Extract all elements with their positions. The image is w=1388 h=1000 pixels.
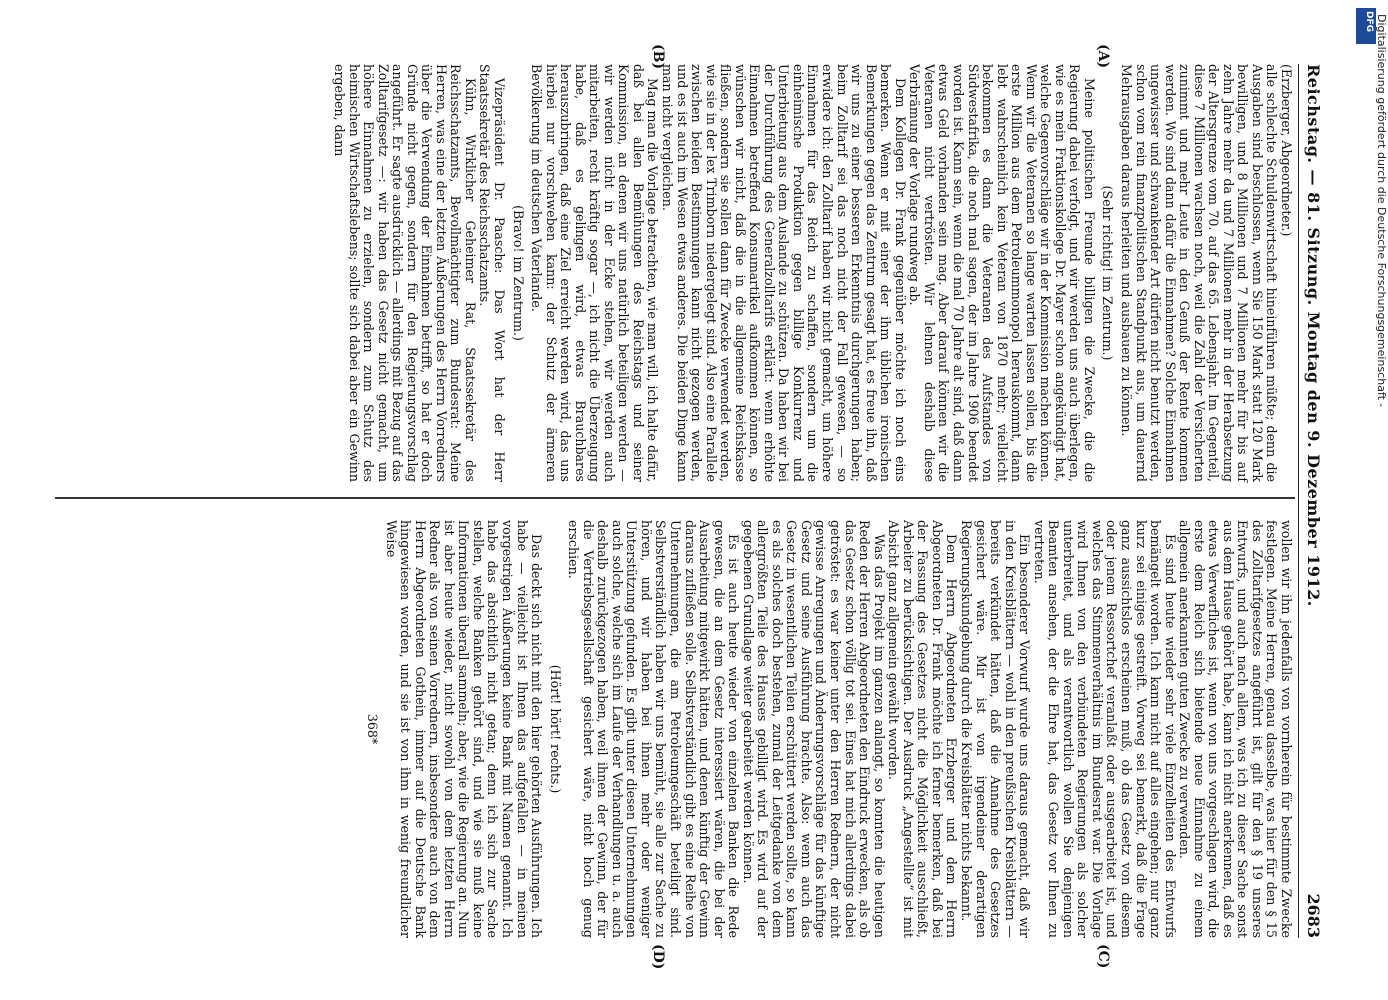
paragraph: Es ist auch heute wieder von einzelnen Banken die Rede gewesen, die an dem Gesetz interessiert wären, die bei der Ausarbeitung mitgewirkt hätten, und denen künftig der Gewinn daraus zufließen solle. Selbstverständlich gibt es eine Reihe von Unternehmungen, die am Petroleumgeschäft beteiligt sind. Selbstverständlich haben wir uns bemüht, sie alle zur Sache zu hören, und wir haben bei ihnen mehr oder weniger Unterstützung gefunden. Es gibt unter diesen Unternehmungen auch solche, welche sich im Laufe der Verhandlungen u. a. auch deshalb zurückgezogen haben, weil ihnen der Gewinn, der für die Vertriebsgesellschaft gesichert wäre, nicht hoch genug erschien. — [566, 520, 742, 938]
column-divider — [55, 497, 1295, 499]
text-column-left — [43, 64, 1293, 482]
page-note: 368* — [365, 713, 381, 745]
header-title: Reichstag. — 81. Sitzung. Montag den 9. Dezember 1912. — [1304, 64, 1323, 607]
text-column-right — [43, 520, 1293, 938]
dfg-logo — [1356, 8, 1376, 44]
speaker-paragraph: Vizepräsident Dr. Paasche: Das Wort hat der Herr Staatssekretär des Reichsschatzamts. — [477, 64, 508, 482]
paragraph: alle schlechte Schuldenwirtschaft hineinführen müßte; denn die Ausgaben sind beschlossen, wenn Sie 150 Mark statt 120 Mark bewilligen, und 8 Millionen und 7 Millionen mehr für bis auf zehn Jahre mehr da und 7 Millionen mehr in der Herabsetzung der Altersgrenze vom 70. auf das 65. Lebensjahr. Im Gegenteil, diese 7 Millionen wachsen noch, weil die Zahl der Versicherten zunimmt und mehr Leute in den Genuß der Rente kommen werden. Wo sind dann dafür die Einnahmen? Solche Einnahmen ungewisser und schwankender Art dürfen nicht benutzt werden, schon vom rein finanzpolitischen Standpunkt aus, um dauernd Mehrausgaben daraus herleiten und ausbauen zu können. — [1118, 64, 1280, 482]
paragraph: Es sind heute wieder sehr viele Einzelheiten des Entwurfs bemängelt worden. Ich kann nicht auf alles eingehen; nur ganz kurz sei einiges gestreift. Vorweg sei bemerkt, daß die Frage ganz aussichtslos erscheinen muß, ob das Gesetz von diesem oder jenem Ressortchef veranlaßt oder ausgearbeitet ist, und welches das Stimmenverhältnis im Bundesrat war. Die Vorlage wird Ihnen von den verbündeten Regierungen als solcher unterbreitet, und als verantwortlich wollen Sie denjenigen Beamten ansehen, der die Ehre hat, das Gesetz vor Ihnen zu vertreten. — [1031, 520, 1178, 938]
paragraph: Ein besonderer Vorwurf wurde uns daraus gemacht, daß wir in den Kreisblättern — wohl in den preußischen Kreisblättern — bereits verkündet hätten, daß die Annahme des Gesetzes gesichert wäre. Mir ist von irgendeiner derartigen Regierungskundgebung durch die Kreisblätter nichts bekannt. — [958, 520, 1033, 938]
paragraph: Dem Kollegen Dr. Frank gegenüber möchte ich noch eins bemerken. Wenn er mit einer der ihm üblichen ironischen Bemerkungen gegen das Zentrum gesagt hat, es freue ihn, daß wir uns zu einer besseren Erkenntnis durchgerungen haben; beim Zolltarif sei das noch nicht der Fall gewesen, — so erwidere ich: den Zolltarif haben wir nicht gemacht, um höhere Einnahmen für das Reich zu schaffen, sondern um die einheimische Produktion gegen billige Konkurrenz und Unterbietung aus dem Auslande zu schützen. Da haben wir bei der Durchführung des Generalzolltarifs erklärt: wenn erhöhte Einnahmen betreffend Konsumartikel aufkommen können, so wünschen wir nicht, daß die in die allgemeine Reichskasse fließen, sondern sie sollen dann für Zwecke verwendet werden, wie sie in der lex Trimborn niedergelegt sind. Also eine Parallele zwischen beiden Bestimmungen kann nicht gezogen werden, und es ist auch im Wesen etwas anderes. Die beiden Dinge kann man nicht vergleichen. — [660, 64, 908, 482]
paragraph: Was das Projekt im ganzen anlangt, so konnten die heutigen Reden der Herren Abgeordneten den Eindruck erwecken, als ob das Gesetz schon völlig tot sei. Eines hat mich allerdings dabei getröstet: es war keiner unter den Herren Rednern, der nicht gewisse Anregungen und Änderungsvorschläge für das künftige Gesetz und seine Ausführung brachte. Also: wenn auch das Gesetz in wesentlichen Teilen erschüttert werden sollte, so kann es als solches doch bestehen, zumal der Leitgedanke von dem allergrößten Teile des Hauses gebilligt wird. Es wird auf der gegebenen Grundlage weiter gearbeitet werden können. — [740, 520, 887, 938]
paragraph: Das deckt sich nicht mit den hier gehörten Ausführungen. Ich habe — vielleicht ist Ihnen das aufgefallen — in meinen vorgestrigen Äußerungen keine Bank mit Namen genannt. Ich habe das absichtlich nicht getan; denn ich sich zur Sache stellen, welche Banken gehört sind, und wie sie muß keine Informationen überall sammeln; aber, wie die Regierung an. Nun ist aber heute wieder, nicht sowohl von dem letzten Herrn Redner als von seinen Vorrednern, insbesondere auch von dem Herrn Abgeordneten Gothein, immer auf die Deutsche Bank hingewiesen worden, und sie ist von ihm in wenig freundlicher Weise — [383, 520, 545, 938]
margin-marker-b: (B) — [650, 44, 666, 70]
paragraph: Meine politischen Freunde billigen die Zwecke, die die Regierung dabei verfolgt, und wir werden uns auch überlegen, wie es mein Fraktionskollege Dr. Mayer schon angekündigt hat, welche Gegenvorschläge wir in der Kommission machen können. Wenn wir die Veteranen so lange warten lassen sollen, bis die erste Million aus dem Petroleummonopol herauskommt, dann lebt wahrscheinlich kein Veteran von 1870 mehr; vielleicht bekommen es dann die Veteranen des Aufstandes von Südwestafrika, die noch mal sagen, der im Jahre 1906 beendet worden ist. Kann sein, wenn die mal 70 Jahre alt sind, daß dann etwas Geld vorhanden sein mag. Aber darauf können wir die Veteranen nicht vertrösten. Wir lehnen deshalb diese Verbrämung der Vorlage rundweg ab. — [907, 64, 1097, 482]
margin-marker-c: (C) — [1095, 944, 1111, 969]
digitization-notice: Digitalisierung gefördert durch die Deutsche Forschungsgemeinschaft - — [1375, 14, 1388, 408]
interjection: (Hört! hört! rechts.) — [547, 664, 563, 794]
header-page-number: 2683 — [1304, 893, 1323, 938]
paragraph: Dem Herrn Abgeordneten Erzberger und dem Herrn Abgeordneten Dr. Frank möchte ich ferner bemerken, daß bei der Fassung des Gesetzes nicht die Möglichkeit ausschließt, Arbeiter zu berücksichtigen. Der Ausdruck „Angestellte“ ist mit Absicht ganz allgemein gewählt worden. — [886, 520, 960, 938]
margin-marker-d: (D) — [650, 944, 666, 970]
header-rule — [1298, 64, 1299, 938]
margin-marker-a: (A) — [1095, 44, 1111, 69]
paragraph: wollen wir ihn jedenfalls von vornherein für bestimmte Zwecke festlegen. Meine Herren, genau dasselbe, was hier für den § 15 des Zolltarifgesetzes angeführt ist, gilt für den § 19 unseres Entwurfs, und auch nach allem, was ich zu dieser Sache sonst aus dem Hause gehört habe, kann ich nicht anerkennen, daß es etwas Verwerfliches ist, wenn von uns vorgeschlagen wird, die erste dem Reich sich bietende neue Einnahme zu einem allgemein anerkannten guten Zwecke zu verwenden. — [1177, 520, 1294, 938]
speaker-paragraph: Kühn, Wirklicher Geheimer Rat, Staatssekretär des Reichsschatzamts, Bevollmächtigter zum Bundesrat: Meine Herren, was eine der letzten Äußerungen des Herrn Vorredners über die Verwendung der Einnahmen betrifft, so hat er doch Gründe nicht gegen, sondern für den Regierungsvorschlag angeführt. Er sagte ausdrücklich — allerdings mit Bezug auf das Zolltarifgesetz —: wir haben das Gesetz nicht gemacht, um höhere Einnahmen zu erzielen, sondern zum Schutz des heimischen Wirtschaftslebens; sollte sich dabei aber ein Gewinn ergeben, dann — [332, 64, 478, 482]
dfg-logo-text: DFG — [1364, 11, 1374, 33]
interjection: (Sehr richtig! im Zentrum.) — [1100, 185, 1116, 361]
running-head: (Erzberger, Abgeordneter.) — [1279, 64, 1294, 237]
paragraph: Mag man die Vorlage betrachten, wie man will, ich halte dafür, daß bei allen Bemühungen des Reichstags und seiner Kommission, an denen wir uns natürlich beteiligen werden — wir werden nicht in der Ecke stehen, wir werden auch mitarbeiten, recht kräftig sogar —, ich nicht die Überzeugung habe, daß es gelingen wird, etwas Brauchbares herauszubringen, daß eine Ziel erreicht werden wird, das uns hierbei nur vorschweben kann: der Schutz der ärmeren Bevölkerung im deutschen Vaterlande. — [529, 64, 661, 482]
interjection: (Bravo! im Zentrum.) — [510, 205, 526, 341]
rotated-page — [21, 0, 1361, 1000]
